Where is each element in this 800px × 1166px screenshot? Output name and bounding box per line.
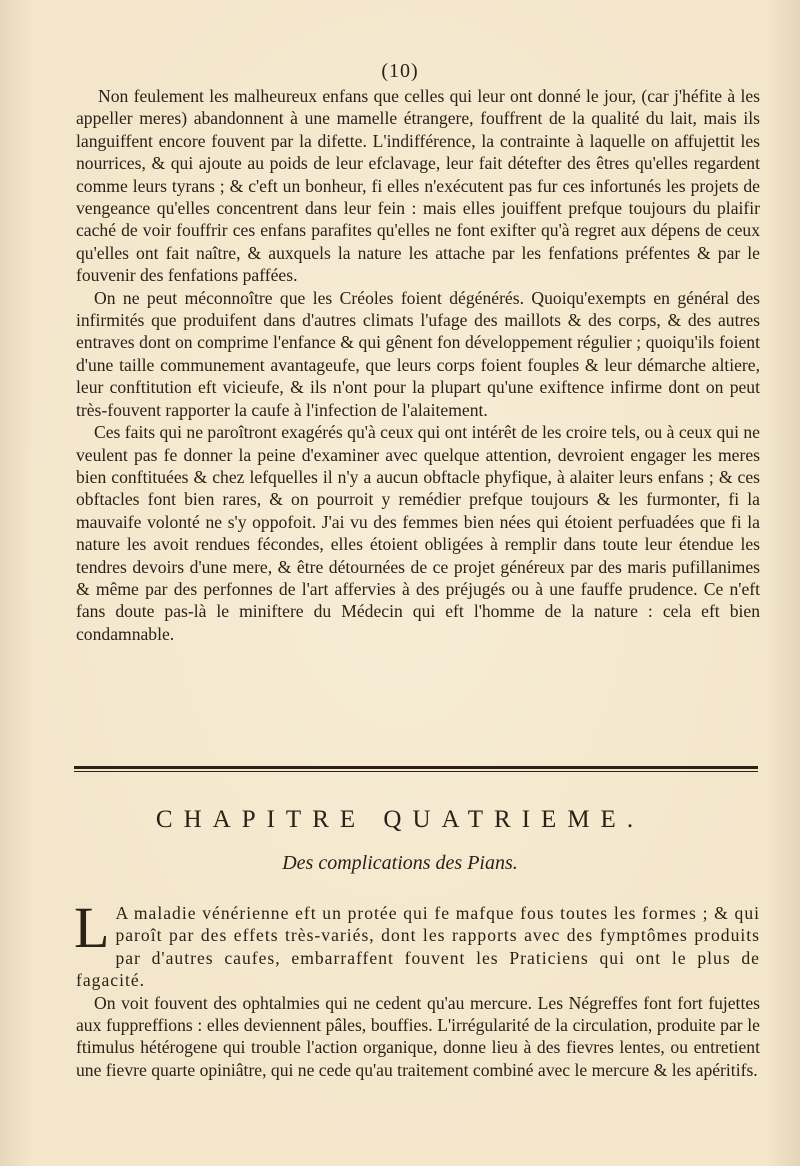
paragraph-meres: Ces faits qui ne paroîtront exagérés qu'à ceux qui ont intérêt de les croire tels, ou à ceux qui ne veulent pas fe donner la peine d'examiner avec quelque attention, devroient engager les meres bien conftituées & chez lefquelles il n'y a aucun obftacle phyfique, à alaiter leurs enfans ; & ces obftacles font bien rares, & on pourroit y remédier prefque toujours & les furmonter, fi la mauvaife volonté ne s'y oppofoit. J'ai vu des femmes bien nées qui étoient perfuadées que fi la nature les avoit rendues fécondes, elles étoient obligées à remplir dans toute leur étendue les tendres devoirs d'une mere, & être détournées de ce projet généreux par des maris pufillanimes & même par des perfonnes de l'art affervies à des préjugés ou à une fauffe prudence. Ce n'eft fans doute pas-là le miniftere du Médecin qui eft l'homme de la nature : cela eft bien condamnable. [76, 422, 760, 644]
paragraph-maladie-venerienne [74, 895, 760, 992]
paragraph-maladie-text: A maladie vénérienne eft un protée qui fe mafque fous toutes les formes ; & qui paroît par des effets très-variés, dont les rapports avec des fymptômes produits par d'autres caufes, embarraffent fouvent les Praticiens qui ont le plus de fagacité. [76, 903, 760, 991]
page-number: (10) [381, 60, 419, 82]
drop-cap-letter: L [74, 895, 110, 960]
paragraph-ophtalmies: On voit fouvent des ophtalmies qui ne cedent qu'au mercure. Les Négreffes font fort fujettes aux fuppreffions : elles deviennent pâles, bouffies. L'irrégularité de la circulation, produite par le ftimulus hétérogene qui trouble l'action organique, donne lieu à des fievres lentes, ou entretient une fievre quarte opiniâtre, qui ne cede qu'au traitement combiné avec le mercure & les apéritifs. [76, 992, 760, 1080]
chapter-title: CHAPITRE QUATRIEME. [155, 806, 645, 833]
page-body-text [76, 85, 760, 645]
chapter-divider-thin-rule [74, 771, 758, 772]
chapter-body-text [74, 895, 760, 1081]
chapter-divider-rule [74, 766, 758, 769]
chapter-subtitle: Des complications des Pians. [282, 852, 518, 874]
paragraph-creoles: On ne peut méconnoître que les Créoles foient dégénérés. Quoiqu'exempts en général des infirmités que produifent dans d'autres climats l'ufage des maillots & des corps, & des autres entraves dont on comprime l'enfance & qui gênent fon développement régulier ; quoiqu'ils foient d'une taille communement avantageufe, que leurs corps foient fouples & leur démarche altiere, leur conftitution eft vicieufe, & ils n'ont pour la plupart qu'une exiftence infirme dont on peut très-fouvent rapporter la caufe à l'infection de l'alaitement. [76, 287, 760, 420]
paragraph-nourrices: Non feulement les malheureux enfans que celles qui leur ont donné le jour, (car j'héfite à les appeller meres) abandonnent à une mamelle étrangere, fouffrent de la qualité du lait, mais ils languiffent encore fouvent par la difette. L'indifférence, la contrainte à laquelle on affujettit les nourrices, & qui ajoute au poids de leur efclavage, leur fait détefter des êtres qu'elles regardent comme leurs tyrans ; & c'eft un bonheur, fi elles n'exécutent pas fur ces infortunés les projets de vengeance qu'elles concentrent dans leur fein : mais elles jouiffent prefque toujours du plaifir caché de voir fouffrir ces enfans parafites qu'elles ne font exifter qu'à regret aux dépens de ceux qu'elles ont fait naître, & auxquels la nature les attache par les fenfations préfentes & par le fouvenir des fenfations paffées. [76, 86, 760, 286]
